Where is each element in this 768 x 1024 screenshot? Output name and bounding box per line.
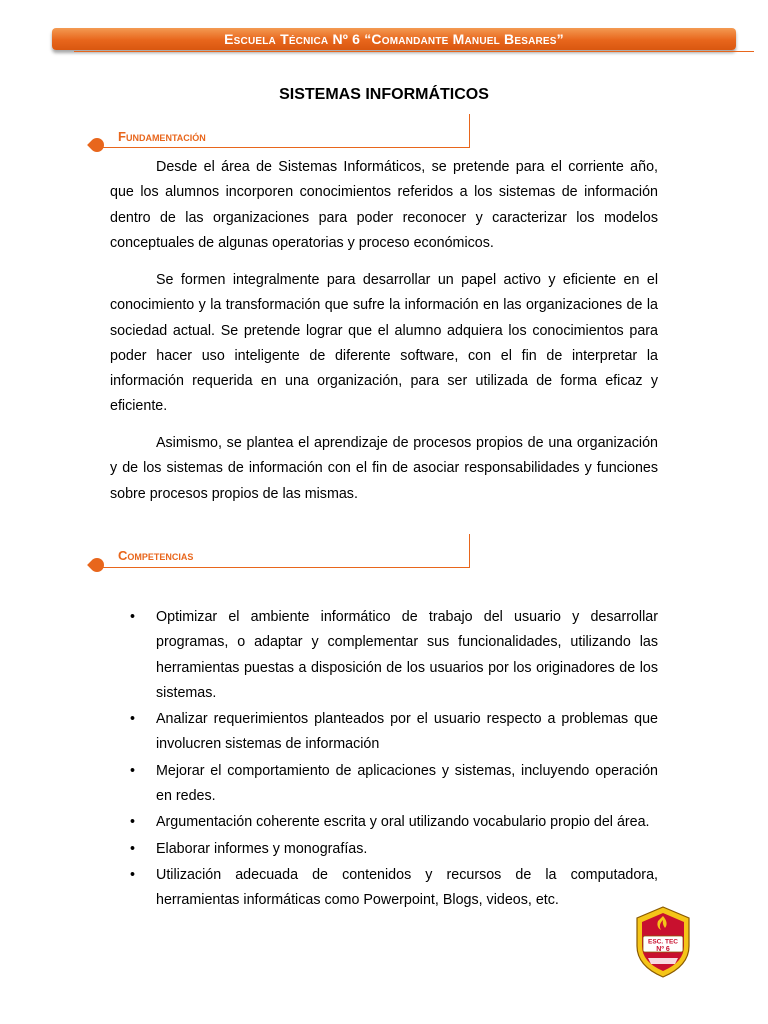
section-heading: Fundamentación [118,129,206,144]
bullet-icon: • [130,762,136,779]
seal-text-line1: ESC. TEC [648,938,678,946]
section-rule [102,147,470,148]
bullet-icon: • [130,609,136,625]
list-item [110,605,658,706]
paragraph: Desde el área de Sistemas Informáticos, se pretende para el corriente año, que los alumnos incorporen conocimientos referidos a los sistemas de información dentro de las organizaciones para poder reconocer y caracterizar los modelos conceptuales de algunas operatorias y proceso económicos. [110,159,658,251]
bullet-icon: • [130,814,136,831]
section-heading: Competencias [118,548,194,563]
section-marker-icon [87,135,107,155]
document-title: SISTEMAS INFORMÁTICOS [279,86,489,103]
paragraph: Se formen integralmente para desarrollar un papel activo y eficiente en el conocimiento y la transformación que sufre la información en las organizaciones de la sociedad actual. Se pretende lograr que el alumno adquiera los conocimientos para poder hacer uso inteligente de diferente software, con el fin de interpretar la información requerida en una organización, para ser utilizada de forma eficaz y eficiente. [110,272,658,415]
school-name: Escuela Técnica Nº 6 “Comandante Manuel Besares” [224,31,564,47]
header-banner [52,28,736,50]
list-item-text: Optimizar el ambiente informático de trabajo del usuario y desarrollar programas, o adaptar y complementar sus funcionalidades, utilizando las herramientas puestas a disposición de los usuarios por los originadores de los sistemas. [156,609,658,701]
paragraph: Asimismo, se plantea el aprendizaje de procesos propios de una organización y de los sistemas de información con el fin de asociar responsabilidades y funciones sobre procesos propios de las mismas. [110,435,658,502]
competencias-list [110,605,658,915]
seal-bottom-ribbon [648,958,678,964]
section-rule [102,567,470,568]
bullet-icon: • [130,711,136,728]
list-item [110,863,658,914]
bullet-icon: • [130,840,136,857]
list-item-text: Argumentación coherente escrita y oral utilizando vocabulario propio del área. [156,814,650,831]
list-item-text: Utilización adecuada de contenidos y recursos de la computadora, herramientas informáticas como Powerpoint, Blogs, videos, etc. [156,866,658,909]
section-rule-vertical [469,114,470,148]
seal-text-line2: Nº 6 [656,946,670,953]
list-item [110,759,658,810]
list-item-text: Mejorar el comportamiento de aplicaciones y sistemas, incluyendo operación en redes. [156,762,658,805]
list-item [110,707,658,758]
section-header-fundamentacion [90,114,472,148]
bullet-icon: • [130,866,136,883]
list-item-text: Analizar requerimientos planteados por el usuario respecto a problemas que involucren sistemas de información [156,711,658,753]
school-seal-logo [634,906,692,978]
list-item [110,837,658,862]
section-rule-vertical [469,534,470,568]
section-header-competencias [90,534,472,568]
section-marker-icon [87,555,107,575]
list-item [110,810,658,835]
list-item-text: Elaborar informes y monografías. [156,840,368,857]
header-rule [74,51,754,52]
